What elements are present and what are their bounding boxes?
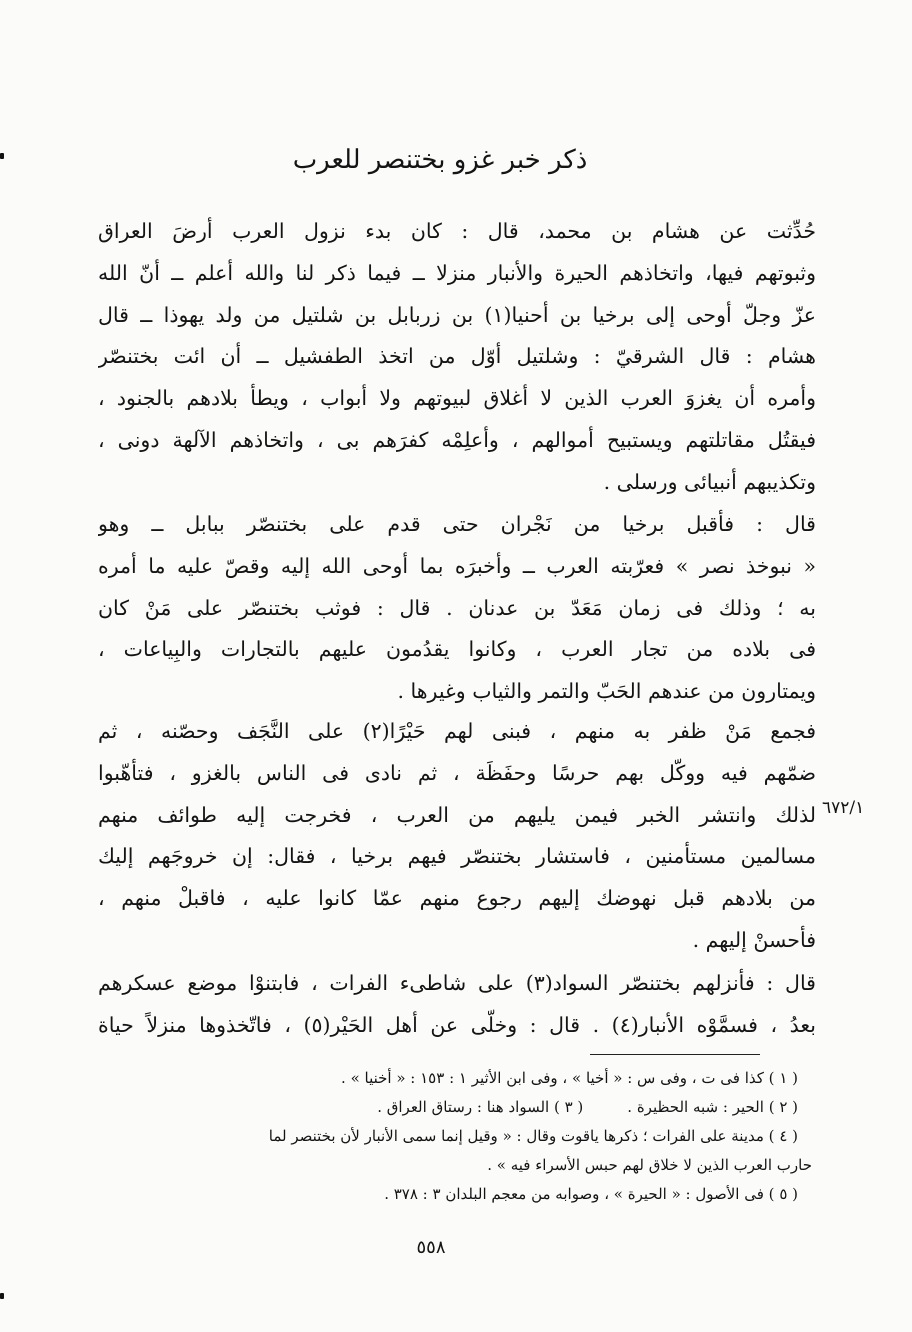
text-line: من بلادهم قبل نهوضك إليهم رجوع منهم عمّا كانوا عليه ، فاقبلْ منهم ، (98, 886, 816, 911)
text-line: وأمره أن يغزوَ العرب الذين لا أغلاق لبيوتهم ولا أبواب ، ويطأ بلادهم بالجنود ، (98, 386, 816, 411)
footnote-1: ( ١ ) كذا فى ت ، وفى س : « أخيا » ، وفى ابن الأثير ١ : ١٥٣ : « أخنيا » . (341, 1069, 798, 1087)
paragraph-2 (98, 504, 816, 713)
text-line: وتكذيبهم أنبيائى ورسلى . (603, 469, 816, 494)
text-line: بعدُ ، فسمَّوْه الأنبار(٤) . قال : وخلّى عن أهل الحَيْر(٥) ، فاتّخذوها منزلاً حياة (98, 1012, 816, 1037)
edge-mark-top (0, 153, 4, 159)
footnote-row-2-3 (100, 1093, 812, 1122)
paragraph-4 (98, 963, 816, 1047)
text-line: فيقتُل مقاتلتهم ويستبيح أموالهم ، وأعلِمْه كفرَهم بى ، واتخاذهم الآلهة دونى ، (98, 427, 816, 452)
text-line: عزّ وجلّ أوحى إلى برخيا بن أحنيا(١) بن زربابل بن شلتيل من ولد يهوذا ــ قال (98, 302, 816, 327)
text-line: هشام : قال الشرقيّ : وشلتيل أوّل من اتخذ الطفشيل ــ أن ائت بختنصّر (98, 344, 816, 369)
chapter-title: ذكر خبر غزو بختنصر للعرب (292, 145, 588, 175)
paragraph-3 (98, 711, 816, 962)
page-number: ٥٥٨ (416, 1237, 446, 1258)
margin-page-reference: ٦٧٢/١ (822, 798, 865, 818)
footnote-divider (590, 1054, 760, 1055)
paragraph-1 (98, 211, 816, 504)
footnote-2: ( ٢ ) الحير : شبه الحظيرة . (627, 1098, 798, 1116)
text-line: فأحسنْ إليهم . (692, 927, 816, 952)
text-line: حُدِّثت عن هشام بن محمد، قال : كان بدء نزول العرب أرضَ العراق (98, 219, 816, 243)
footnote-5: ( ٥ ) فى الأصول : « الحيرة » ، وصوابه من معجم البلدان ٣ : ٣٧٨ . (384, 1185, 798, 1203)
text-line: فى بلاده من تجار العرب ، وكانوا يقدُمون عليهم بالتجارات والبِياعات ، (98, 637, 816, 662)
text-line: ويمتارون من عندهم الحَبّ والتمر والثياب وغيرها . (397, 679, 816, 704)
text-line: وثبوتهم فيها، واتخاذهم الحيرة والأنبار منزلا ــ فيما ذكر لنا والله أعلم ــ أنّ الله (98, 260, 816, 285)
text-line: فجمع مَنْ ظفر به منهم ، فبنى لهم حَيْرًا(٢) على النَّجَف وحصّنه ، ثم (98, 719, 816, 743)
footnote-4-continuation: حارب العرب الذين لا خلاق لهم حبس الأسراء فيه » . (487, 1156, 812, 1174)
text-line: قال : فأنزلهم بختنصّر السواد(٣) على شاطىء الفرات ، فابتنوْا موضع عسكرهم (98, 971, 816, 995)
text-line: قال : فأقبل برخيا من نَجْران حتى قدم على بختنصّر ببابل ــ وهو (98, 512, 816, 536)
text-line: « نبوخذ نصر » فعرّبته العرب ــ وأخبرَه بما أوحى الله إليه وقصّ عليه ما أمره (98, 553, 816, 578)
text-line: مسالمين مستأمنين ، فاستشار بختنصّر فيهم برخيا ، فقال: إن خروجَهم إليك (98, 844, 816, 869)
footnote-4: ( ٤ ) مدينة على الفرات ؛ ذكرها ياقوت وقال : « وقيل إنما سمى الأنبار لأن بختنصر لما (268, 1127, 798, 1145)
text-line: لذلك وانتشر الخبر فيمن يليهم من العرب ، فخرجت إليه طوائف منهم (98, 802, 816, 827)
text-line: به ؛ وذلك فى زمان مَعَدّ بن عدنان . قال : فوثب بختنصّر على مَنْ كان (98, 595, 816, 620)
footnotes (100, 1064, 812, 1209)
text-line: ضمّهم فيه ووكّل بهم حرسًا وحفَظَة ، ثم نادى فى الناس بالغزو ، فتأهّبوا (98, 760, 816, 785)
edge-mark-bottom (0, 1293, 4, 1299)
footnote-3: ( ٣ ) السواد هنا : رستاق العراق . (377, 1098, 584, 1116)
